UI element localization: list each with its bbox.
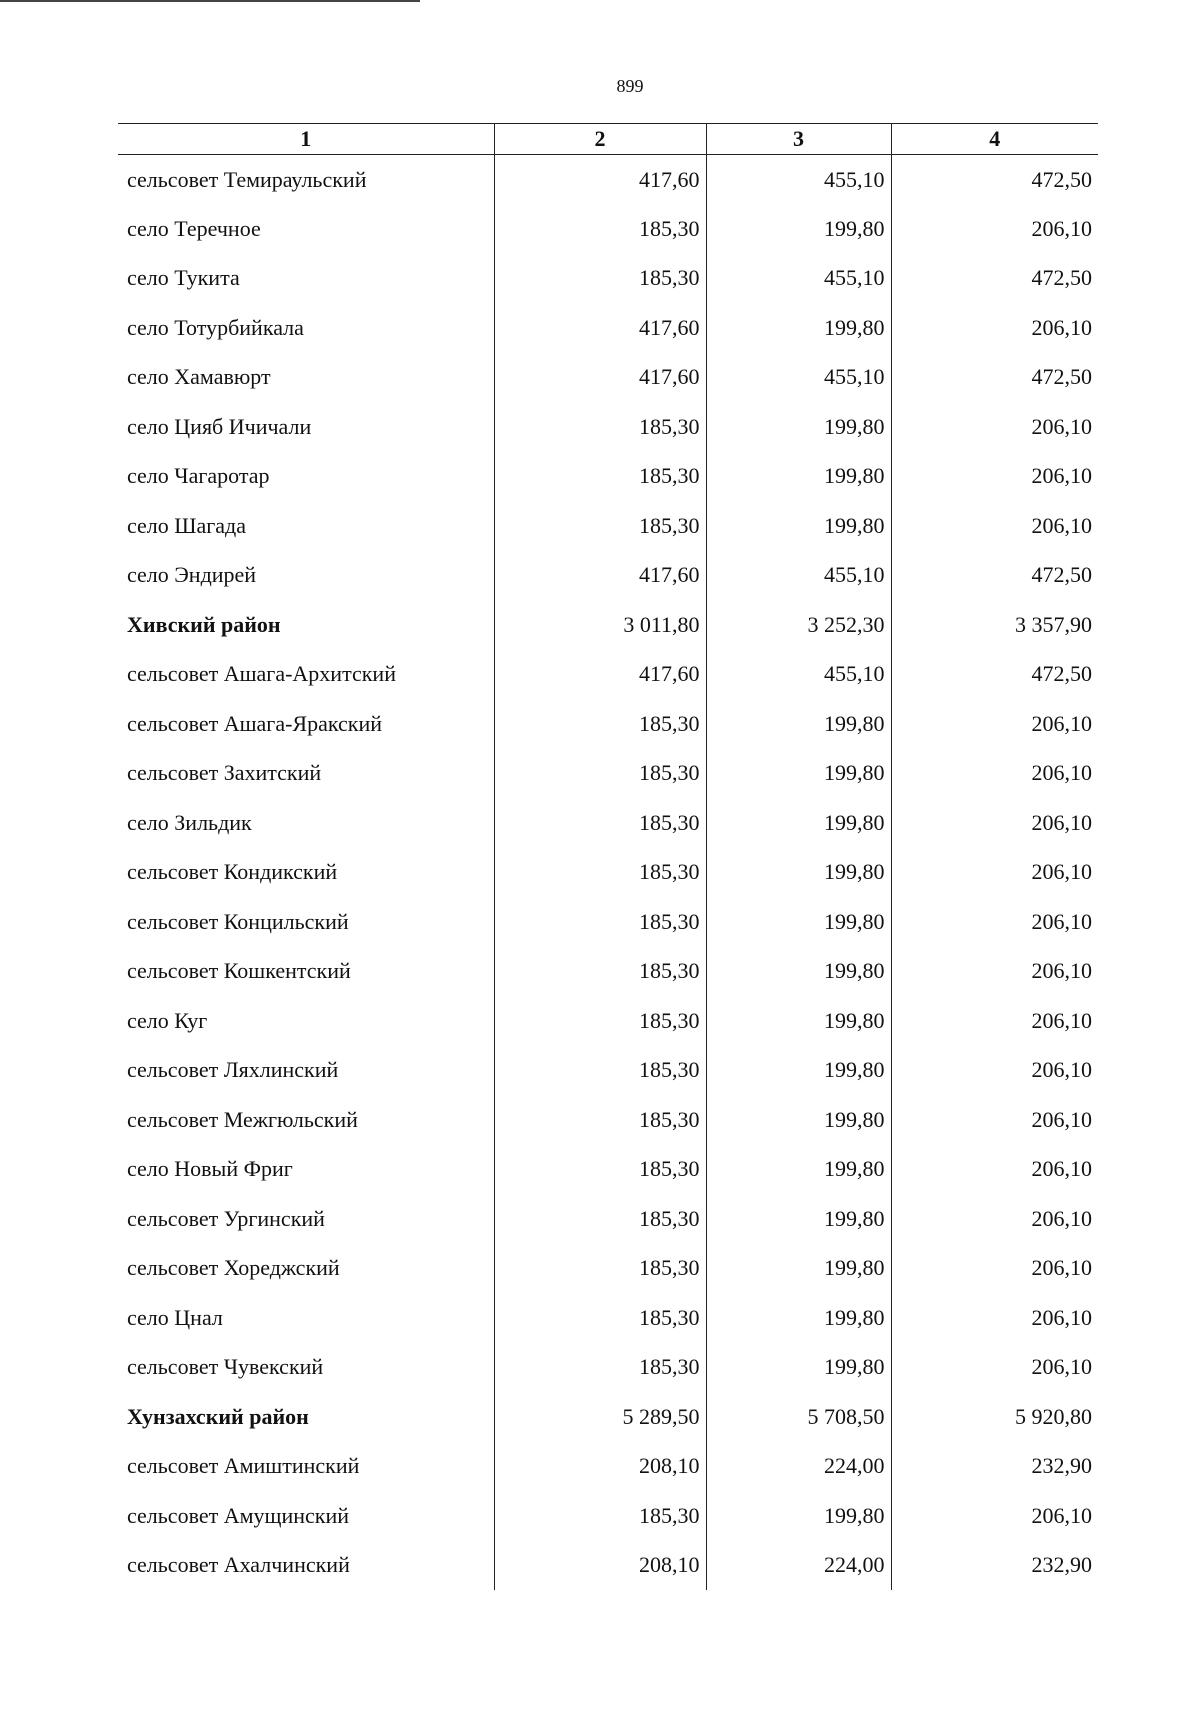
value-col2-cell: 185,30 bbox=[494, 1343, 706, 1393]
value-col2-cell: 185,30 bbox=[494, 1491, 706, 1541]
settlement-name-cell: село Тукита bbox=[127, 265, 240, 291]
table-row bbox=[118, 1194, 1098, 1244]
value-col2-cell: 185,30 bbox=[494, 1194, 706, 1244]
value-col4-cell: 232,90 bbox=[891, 1442, 1098, 1492]
value-col3-cell: 199,80 bbox=[706, 1343, 891, 1393]
value-col3-cell: 199,80 bbox=[706, 402, 891, 452]
value-col2-cell: 185,30 bbox=[494, 254, 706, 304]
value-col3-cell: 224,00 bbox=[706, 1541, 891, 1591]
value-col2-cell: 185,30 bbox=[494, 1244, 706, 1294]
value-col2-cell: 417,60 bbox=[494, 155, 706, 205]
settlement-name-cell: сельсовет Ашага-Яракский bbox=[127, 710, 382, 736]
settlement-name-cell: Хунзахский район bbox=[127, 1403, 309, 1429]
settlement-name-cell: сельсовет Чувекский bbox=[127, 1354, 324, 1380]
district-row bbox=[118, 600, 1098, 650]
table-row bbox=[118, 749, 1098, 799]
value-col3-cell: 5 708,50 bbox=[706, 1392, 891, 1442]
value-col2-cell: 208,10 bbox=[494, 1442, 706, 1492]
settlement-name-cell: сельсовет Хореджский bbox=[127, 1255, 340, 1281]
value-col4-cell: 232,90 bbox=[891, 1541, 1098, 1591]
value-col3-cell: 199,80 bbox=[706, 798, 891, 848]
value-col3-cell: 199,80 bbox=[706, 1046, 891, 1096]
settlement-name-cell: сельсовет Ашага-Архитский bbox=[127, 661, 396, 687]
value-col3-cell: 199,80 bbox=[706, 947, 891, 997]
settlement-name-cell: сельсовет Кондикский bbox=[127, 859, 338, 885]
value-col2-cell: 3 011,80 bbox=[494, 600, 706, 650]
value-col4-cell: 206,10 bbox=[891, 749, 1098, 799]
settlement-name-cell: сельсовет Амиштинский bbox=[127, 1453, 360, 1479]
value-col2-cell: 185,30 bbox=[494, 452, 706, 502]
value-col2-cell: 417,60 bbox=[494, 551, 706, 601]
page-number: 899 bbox=[616, 76, 644, 96]
table-row bbox=[118, 303, 1098, 353]
value-col4-cell: 472,50 bbox=[891, 353, 1098, 403]
value-col4-cell: 472,50 bbox=[891, 254, 1098, 304]
budget-table bbox=[118, 123, 1098, 1590]
table-row bbox=[118, 501, 1098, 551]
district-row bbox=[118, 1392, 1098, 1442]
value-col3-cell: 199,80 bbox=[706, 897, 891, 947]
settlement-name-cell: Хивский район bbox=[127, 611, 281, 637]
value-col3-cell: 199,80 bbox=[706, 749, 891, 799]
table-row bbox=[118, 1046, 1098, 1096]
value-col3-cell: 199,80 bbox=[706, 1095, 891, 1145]
table-row bbox=[118, 1095, 1098, 1145]
value-col2-cell: 185,30 bbox=[494, 749, 706, 799]
value-col4-cell: 206,10 bbox=[891, 1046, 1098, 1096]
value-col4-cell: 206,10 bbox=[891, 1343, 1098, 1393]
settlement-name-cell: село Зильдик bbox=[127, 809, 252, 835]
value-col4-cell: 206,10 bbox=[891, 897, 1098, 947]
settlement-name-cell: село Новый Фриг bbox=[127, 1156, 293, 1182]
table-row bbox=[118, 204, 1098, 254]
settlement-name-cell: сельсовет Ляхлинский bbox=[127, 1057, 339, 1083]
value-col3-cell: 455,10 bbox=[706, 254, 891, 304]
value-col4-cell: 206,10 bbox=[891, 699, 1098, 749]
value-col2-cell: 185,30 bbox=[494, 1046, 706, 1096]
table-row bbox=[118, 1343, 1098, 1393]
value-col4-cell: 206,10 bbox=[891, 1491, 1098, 1541]
value-col3-cell: 455,10 bbox=[706, 650, 891, 700]
value-col4-cell: 206,10 bbox=[891, 996, 1098, 1046]
value-col2-cell: 185,30 bbox=[494, 699, 706, 749]
value-col3-cell: 199,80 bbox=[706, 204, 891, 254]
value-col2-cell: 185,30 bbox=[494, 204, 706, 254]
value-col3-cell: 199,80 bbox=[706, 996, 891, 1046]
table-row bbox=[118, 996, 1098, 1046]
value-col2-cell: 185,30 bbox=[494, 848, 706, 898]
settlement-name-cell: село Цияб Ичичали bbox=[127, 413, 312, 439]
value-col4-cell: 206,10 bbox=[891, 1145, 1098, 1195]
table-row bbox=[118, 699, 1098, 749]
value-col3-cell: 199,80 bbox=[706, 1145, 891, 1195]
value-col2-cell: 185,30 bbox=[494, 897, 706, 947]
value-col3-cell: 199,80 bbox=[706, 1491, 891, 1541]
settlement-name-cell: село Шагада bbox=[127, 512, 246, 538]
value-col4-cell: 472,50 bbox=[891, 155, 1098, 205]
table-header-row bbox=[118, 124, 1098, 155]
table-row bbox=[118, 798, 1098, 848]
settlement-name-cell: сельсовет Концильский bbox=[127, 908, 349, 934]
value-col4-cell: 5 920,80 bbox=[891, 1392, 1098, 1442]
value-col4-cell: 206,10 bbox=[891, 1194, 1098, 1244]
value-col4-cell: 472,50 bbox=[891, 551, 1098, 601]
value-col4-cell: 472,50 bbox=[891, 650, 1098, 700]
value-col2-cell: 417,60 bbox=[494, 303, 706, 353]
table-row bbox=[118, 1244, 1098, 1294]
value-col4-cell: 206,10 bbox=[891, 303, 1098, 353]
table-row bbox=[118, 551, 1098, 601]
value-col2-cell: 417,60 bbox=[494, 650, 706, 700]
value-col3-cell: 199,80 bbox=[706, 1244, 891, 1294]
table-row bbox=[118, 650, 1098, 700]
value-col2-cell: 185,30 bbox=[494, 1293, 706, 1343]
settlement-name-cell: село Куг bbox=[127, 1007, 208, 1033]
value-col2-cell: 185,30 bbox=[494, 1145, 706, 1195]
table-row bbox=[118, 402, 1098, 452]
settlement-name-cell: сельсовет Кошкентский bbox=[127, 958, 351, 984]
value-col3-cell: 199,80 bbox=[706, 1194, 891, 1244]
value-col2-cell: 185,30 bbox=[494, 947, 706, 997]
value-col2-cell: 185,30 bbox=[494, 501, 706, 551]
table-row bbox=[118, 1541, 1098, 1591]
table-row bbox=[118, 155, 1098, 205]
value-col3-cell: 224,00 bbox=[706, 1442, 891, 1492]
table-row bbox=[118, 1293, 1098, 1343]
column-header-4: 4 bbox=[891, 124, 1098, 155]
settlement-name-cell: сельсовет Темираульский bbox=[127, 166, 367, 192]
value-col3-cell: 455,10 bbox=[706, 353, 891, 403]
settlement-name-cell: село Теречное bbox=[127, 215, 261, 241]
table-row bbox=[118, 897, 1098, 947]
settlement-name-cell: сельсовет Межгюльский bbox=[127, 1106, 358, 1132]
value-col3-cell: 199,80 bbox=[706, 848, 891, 898]
value-col3-cell: 455,10 bbox=[706, 155, 891, 205]
value-col4-cell: 206,10 bbox=[891, 848, 1098, 898]
value-col4-cell: 206,10 bbox=[891, 798, 1098, 848]
value-col4-cell: 3 357,90 bbox=[891, 600, 1098, 650]
value-col4-cell: 206,10 bbox=[891, 402, 1098, 452]
value-col4-cell: 206,10 bbox=[891, 204, 1098, 254]
table-row bbox=[118, 1442, 1098, 1492]
value-col3-cell: 199,80 bbox=[706, 501, 891, 551]
value-col3-cell: 455,10 bbox=[706, 551, 891, 601]
settlement-name-cell: село Цнал bbox=[127, 1304, 223, 1330]
value-col4-cell: 206,10 bbox=[891, 1095, 1098, 1145]
value-col2-cell: 185,30 bbox=[494, 1095, 706, 1145]
value-col2-cell: 417,60 bbox=[494, 353, 706, 403]
table-row bbox=[118, 452, 1098, 502]
value-col4-cell: 206,10 bbox=[891, 947, 1098, 997]
value-col3-cell: 199,80 bbox=[706, 452, 891, 502]
column-header-1: 1 bbox=[300, 126, 312, 151]
settlement-name-cell: село Чагаротар bbox=[127, 463, 270, 489]
value-col2-cell: 185,30 bbox=[494, 798, 706, 848]
table-body bbox=[118, 155, 1098, 1591]
value-col4-cell: 206,10 bbox=[891, 501, 1098, 551]
table-row bbox=[118, 947, 1098, 997]
value-col2-cell: 185,30 bbox=[494, 402, 706, 452]
scan-top-rule bbox=[0, 0, 420, 2]
value-col3-cell: 3 252,30 bbox=[706, 600, 891, 650]
value-col4-cell: 206,10 bbox=[891, 452, 1098, 502]
settlement-name-cell: сельсовет Ахалчинский bbox=[127, 1552, 350, 1578]
value-col3-cell: 199,80 bbox=[706, 303, 891, 353]
table-row bbox=[118, 1491, 1098, 1541]
column-header-3: 3 bbox=[706, 124, 891, 155]
value-col3-cell: 199,80 bbox=[706, 699, 891, 749]
settlement-name-cell: село Хамавюрт bbox=[127, 364, 271, 390]
column-header-2: 2 bbox=[494, 124, 706, 155]
settlement-name-cell: село Эндирей bbox=[127, 562, 257, 588]
table-row bbox=[118, 1145, 1098, 1195]
value-col2-cell: 208,10 bbox=[494, 1541, 706, 1591]
value-col4-cell: 206,10 bbox=[891, 1244, 1098, 1294]
settlement-name-cell: сельсовет Захитский bbox=[127, 760, 322, 786]
settlement-name-cell: сельсовет Ургинский bbox=[127, 1205, 325, 1231]
table-row bbox=[118, 353, 1098, 403]
table-row bbox=[118, 848, 1098, 898]
settlement-name-cell: село Тотурбийкала bbox=[127, 314, 304, 340]
table-row bbox=[118, 254, 1098, 304]
value-col4-cell: 206,10 bbox=[891, 1293, 1098, 1343]
settlement-name-cell: сельсовет Амущинский bbox=[127, 1502, 350, 1528]
value-col2-cell: 5 289,50 bbox=[494, 1392, 706, 1442]
value-col3-cell: 199,80 bbox=[706, 1293, 891, 1343]
value-col2-cell: 185,30 bbox=[494, 996, 706, 1046]
